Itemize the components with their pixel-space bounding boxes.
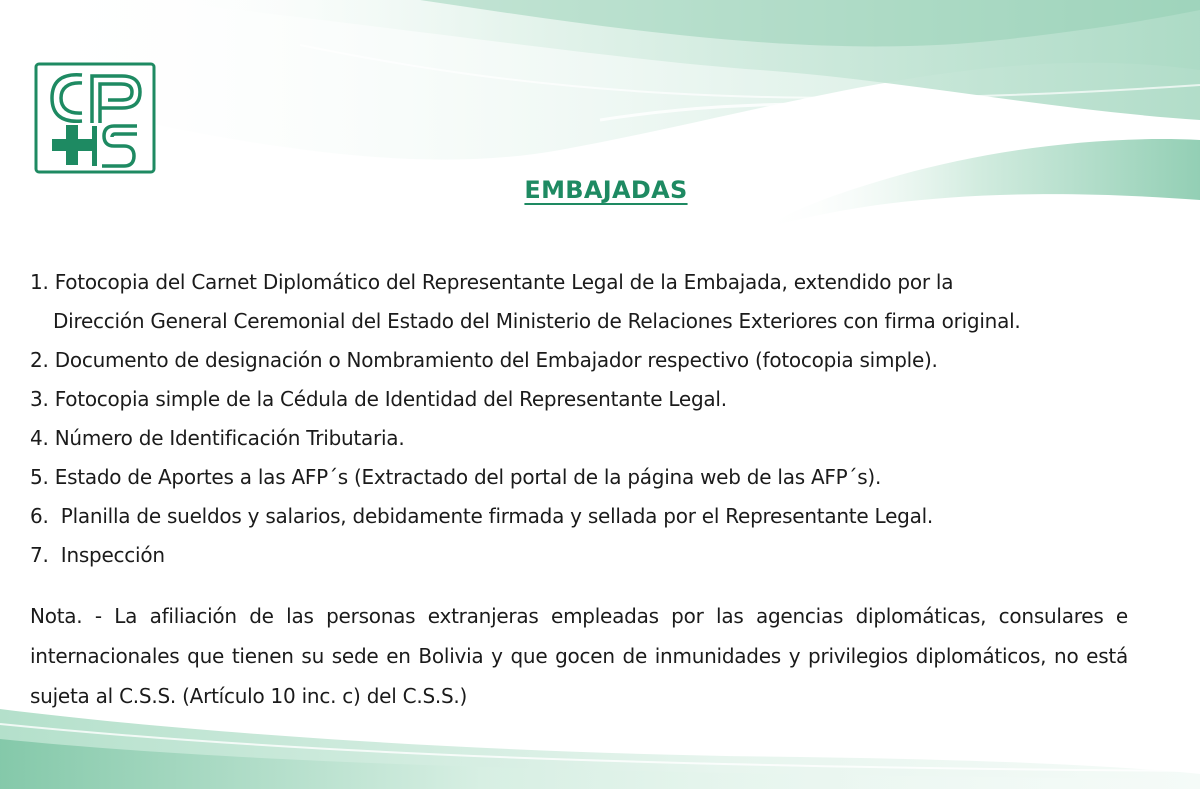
requirement-item-1 [30,263,1160,341]
requirements-list [30,263,1160,575]
requirement-number: 3. [30,387,49,411]
requirement-item-6 [30,497,1160,536]
requirement-item-5 [30,458,1160,497]
requirement-item-2 [30,341,1160,380]
requirement-number: 2. [30,348,49,372]
requirement-item-3 [30,380,1160,419]
note-paragraph: Nota. - La afiliación de las personas extranjeras empleadas por las agencias diplomáticas, consulares e internacionales que tienen su sede en Bolivia y que gocen de inmunidades y privilegios diplomáticos, no está sujeta al C.S.S. (Artículo 10 inc. c) del C.S.S.) [30,604,1128,708]
requirement-number: 7. [30,543,49,567]
requirement-text: Fotocopia del Carnet Diplomático del Representante Legal de la Embajada, extendido por la [54,270,954,294]
requirement-text: Planilla de sueldos y salarios, debidamente firmada y sellada por el Representante Legal. [54,504,933,528]
requirement-text: Número de Identificación Tributaria. [54,426,405,450]
decorative-wave-top [0,0,1200,260]
requirement-item-7 [30,536,1160,575]
page-title: EMBAJADAS [524,176,688,204]
requirement-text: Documento de designación o Nombramiento del Embajador respectivo (fotocopia simple). [54,348,938,372]
requirement-number: 1. [30,270,49,294]
requirement-text-continued: Dirección General Ceremonial del Estado del Ministerio de Relaciones Exteriores con firma original. [53,309,1021,333]
requirement-number: 4. [30,426,49,450]
requirement-item-4 [30,419,1160,458]
logo-mark-icon [34,62,156,174]
requirement-text: Inspección [54,543,165,567]
requirement-text: Estado de Aportes a las AFP´s (Extractado del portal de la página web de las AFP´s). [54,465,882,489]
requirement-text: Fotocopia simple de la Cédula de Identidad del Representante Legal. [54,387,727,411]
requirement-number: 6. [30,504,49,528]
requirement-number: 5. [30,465,49,489]
cpps-logo [34,62,156,174]
